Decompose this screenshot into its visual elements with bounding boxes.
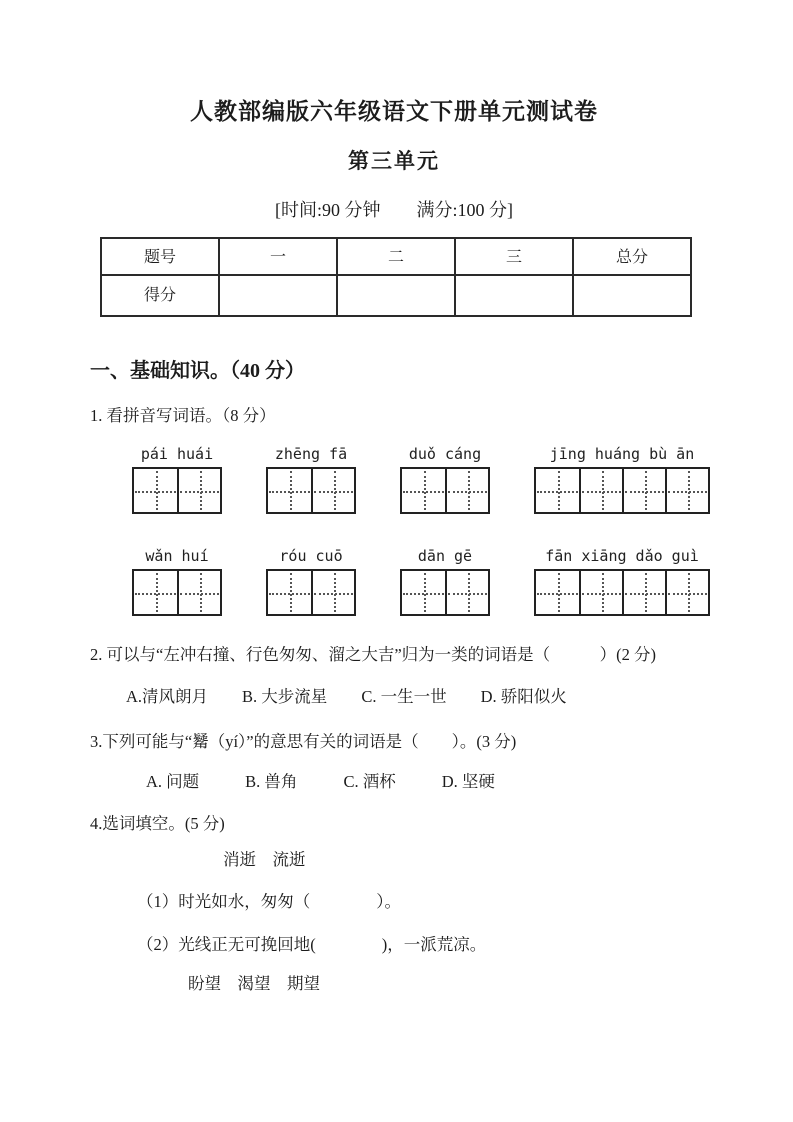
writing-grid: [534, 467, 710, 514]
score-table-header-cell: 题号: [101, 238, 219, 275]
pinyin-word-label: jīng huáng bù ān: [549, 445, 695, 463]
option-a: A.清风朗月: [126, 687, 209, 706]
writing-grid-cell: [177, 469, 220, 512]
pinyin-grid-row-1: [132, 444, 698, 514]
option-c: C. 一生一世: [361, 687, 447, 706]
score-cell-empty: [455, 275, 573, 316]
option-a: A. 问题: [146, 772, 200, 791]
pinyin-word-label: duǒ cáng: [408, 445, 482, 463]
pinyin-word-group: [132, 546, 222, 616]
writing-grid: [132, 569, 222, 616]
writing-grid-cell: [445, 469, 488, 512]
writing-grid: [400, 569, 490, 616]
writing-grid-cell: [177, 571, 220, 614]
score-row-label: 得分: [101, 275, 219, 316]
section-1-heading: 一、基础知识。（40 分）: [90, 360, 305, 382]
time-score-meta: [时间:90 分钟 满分:100 分]: [275, 200, 513, 220]
writing-grid: [266, 569, 356, 616]
score-table-header-row: [101, 238, 691, 275]
writing-grid-cell: [311, 469, 354, 512]
pinyin-word-label: zhēng fā: [274, 445, 348, 463]
question-1-text: 1. 看拼音写词语。（8 分）: [90, 406, 276, 425]
option-b: B. 兽角: [245, 772, 298, 791]
question-4-sub-2: （2）光线正无可挽回地( )，一派荒凉。: [137, 935, 487, 954]
question-3-text: 3.下列可能与“觺（yí）”的意思有关的词语是（ ）。(3 分): [90, 732, 517, 751]
option-d: D. 骄阳似火: [480, 687, 567, 706]
pinyin-grid-row-2: [132, 546, 698, 616]
writing-grid-cell: [268, 571, 311, 614]
writing-grid: [132, 467, 222, 514]
pinyin-word-label: wǎn huí: [145, 547, 209, 565]
writing-grid-cell: [579, 571, 622, 614]
score-table-header-cell: 一: [219, 238, 337, 275]
score-table-header-cell: 总分: [573, 238, 691, 275]
writing-grid-cell: [134, 571, 177, 614]
writing-grid-cell: [579, 469, 622, 512]
score-cell-empty: [573, 275, 691, 316]
pinyin-word-group: [266, 444, 356, 514]
pinyin-word-group: [534, 444, 710, 514]
writing-grid: [400, 467, 490, 514]
option-b: B. 大步流星: [242, 687, 328, 706]
pinyin-word-label: dān gē: [417, 547, 473, 565]
writing-grid-cell: [134, 469, 177, 512]
writing-grid-cell: [622, 571, 665, 614]
writing-grid-cell: [445, 571, 488, 614]
writing-grid-cell: [622, 469, 665, 512]
pinyin-word-label: fān xiāng dǎo guì: [545, 547, 699, 565]
pinyin-word-group: [132, 444, 222, 514]
question-4-sub-1: （1）时光如水，匆匆（ ）。: [137, 892, 401, 911]
page-title: 人教部编版六年级语文下册单元测试卷: [190, 99, 598, 124]
question-2-text: 2. 可以与“左冲右撞、行色匆匆、溜之大吉”归为一类的词语是（ ）(2 分): [90, 645, 657, 664]
score-table-score-row: [101, 275, 691, 316]
score-table: [100, 237, 692, 317]
writing-grid: [266, 467, 356, 514]
unit-subtitle: 第三单元: [348, 149, 440, 173]
writing-grid-cell: [402, 469, 445, 512]
writing-grid-cell: [536, 469, 579, 512]
option-d: D. 坚硬: [441, 772, 495, 791]
writing-grid-cell: [536, 571, 579, 614]
writing-grid-cell: [268, 469, 311, 512]
score-cell-empty: [219, 275, 337, 316]
writing-grid: [534, 569, 710, 616]
pinyin-word-group: [400, 444, 490, 514]
score-cell-empty: [337, 275, 455, 316]
pinyin-word-label: róu cuō: [279, 547, 343, 565]
writing-grid-cell: [665, 469, 708, 512]
writing-grid-cell: [665, 571, 708, 614]
score-table-header-cell: 二: [337, 238, 455, 275]
word-bank-2: 盼望 渴望 期望: [188, 974, 320, 993]
pinyin-word-label: pái huái: [140, 445, 214, 463]
writing-grid-cell: [311, 571, 354, 614]
question-4-text: 4.选词填空。(5 分): [90, 814, 225, 833]
score-table-header-cell: 三: [455, 238, 573, 275]
pinyin-word-group: [400, 546, 490, 616]
pinyin-word-group: [534, 546, 710, 616]
pinyin-word-group: [266, 546, 356, 616]
writing-grid-cell: [402, 571, 445, 614]
word-bank-1: 消逝 流逝: [223, 850, 306, 869]
question-3-options: [146, 770, 698, 794]
option-c: C. 酒杯: [343, 772, 396, 791]
question-2-options: [126, 685, 698, 709]
